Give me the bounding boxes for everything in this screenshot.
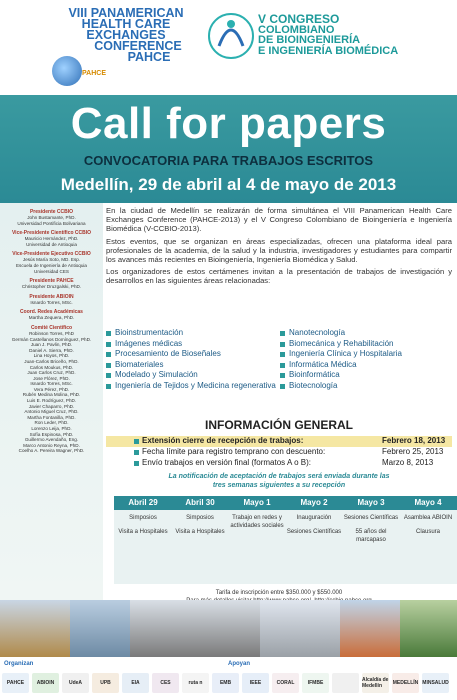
topic-area: Modelado y Simulación xyxy=(106,370,276,381)
schedule-activity: Visita a Hospitales xyxy=(175,529,225,535)
committee-member: Juan J. Pavlin, PhD. xyxy=(30,342,73,348)
photo-plaza xyxy=(260,600,340,657)
schedule-day-header: Mayo 3 xyxy=(342,496,400,510)
committee-member: Juan Carlos Cruz, PhD. xyxy=(27,370,76,376)
schedule-activity: Asamblea ABIOIN xyxy=(403,515,453,521)
schedule-day-header: Mayo 1 xyxy=(228,496,286,510)
committee-member: Universidad Pontificia Bolivariana xyxy=(17,220,86,226)
photo-garden xyxy=(400,600,457,657)
sponsor-logo: EIA xyxy=(122,673,149,693)
sponsor-logo: MINSALUD xyxy=(422,673,449,693)
committee-member: Daniel A. Sierra, PhD. xyxy=(29,347,74,353)
globe-icon xyxy=(52,56,82,86)
committee-block xyxy=(0,294,103,306)
sponsor-logo: MEDELLÍN xyxy=(392,673,419,693)
committee-member: Isnardo Torres, MSc. xyxy=(30,299,73,305)
sponsor-logo: CORAL xyxy=(272,673,299,693)
schedule-day xyxy=(285,496,343,584)
ccbio-title-line: COLOMBIANO xyxy=(258,23,335,36)
subheadline: CONVOCATORIA PARA TRABAJOS ESCRITOS xyxy=(83,153,374,168)
committee-member: Antonio Miguel Cruz, PhD. xyxy=(24,409,79,415)
schedule-day-header: Abril 30 xyxy=(171,496,229,510)
topic-area: Biotecnología xyxy=(280,381,450,392)
committee-member: Ron Leder, PhD. xyxy=(34,420,69,426)
topic-area: Nanotecnología xyxy=(280,328,450,339)
ccbio-title-line: E INGENIERÍA BIOMÉDICA xyxy=(258,44,399,57)
deadline-value: Febrero 18, 2013 xyxy=(382,436,446,445)
topic-area: Bioinformática xyxy=(280,370,450,381)
bullet-icon xyxy=(134,439,139,444)
schedule-day-body xyxy=(285,510,343,584)
sponsors-label: Apoyan xyxy=(228,661,251,667)
committee-member: Coelho A. Pereira Wagner, PhD. xyxy=(18,448,85,454)
notice-line: tres semanas siguientes a su recepción xyxy=(212,482,346,489)
deadline-label: Envío trabajos en versión final (formatos A o B): xyxy=(142,458,311,467)
headline-band xyxy=(0,95,457,203)
sponsor-logo xyxy=(332,673,359,693)
main-content xyxy=(106,206,452,600)
committee-member: John Bustamante, PhD. xyxy=(27,215,76,220)
deadline-value: Marzo 8, 2013 xyxy=(382,458,434,467)
committee-member: Juan-Carlos Briceño, PhD. xyxy=(24,358,79,364)
committee-role: Comité Científico xyxy=(30,324,73,331)
notice-line: La notificación de aceptación de trabajos será enviada durante las xyxy=(168,473,390,480)
schedule-day-body xyxy=(171,510,229,584)
topic-area: Ingeniería de Tejidos y Medicina regenerativa xyxy=(106,381,276,392)
committee-member: Rubén Medina Molina, PhD. xyxy=(22,392,81,398)
committee-role: Presidente ABIOIN xyxy=(29,293,74,300)
committee-member: Isnardo Torres, MSc. xyxy=(30,381,73,387)
committee-role: Vice-Presidente Científico CCBIO xyxy=(11,230,92,237)
committee-member: Sofía Espinosa, PhD. xyxy=(29,431,74,437)
ccbio-title xyxy=(258,14,448,56)
schedule-activity: Sesiones Científicas xyxy=(286,529,342,535)
committee-member: Martha Fontanilla, PhD. xyxy=(27,414,76,420)
committee-role: Coord. Redes Académicas xyxy=(20,309,83,316)
schedule-day xyxy=(342,496,400,584)
ccbio-title-line: V CONGRESO xyxy=(258,12,340,26)
topic-area: Imágenes médicas xyxy=(106,339,276,350)
event-dates: Medellín, 29 de abril al 4 de mayo de 2013 xyxy=(60,175,397,194)
sponsor-logo: PAHCE xyxy=(2,673,29,693)
deadline-row xyxy=(106,458,452,469)
topic-area: Bioinstrumentación xyxy=(106,328,276,339)
ccbio-title-line: DE BIOINGENIERÍA xyxy=(258,34,361,46)
sponsor-logo: IFMBE xyxy=(302,673,329,693)
deadline-label: Extensión cierre de recepción de trabajos: xyxy=(142,436,304,445)
fee-line: Tarifa de inscripción entre $350.000 y $550.000 xyxy=(215,590,343,596)
committee-member: Carlos Moukus, PhD. xyxy=(29,364,74,370)
sponsor-logo: ABIOIN xyxy=(32,673,59,693)
schedule-day-body xyxy=(114,510,172,584)
schedule-day-header: Mayo 4 xyxy=(399,496,457,510)
schedule-day-body xyxy=(399,510,457,584)
schedule-activity: Simposios xyxy=(129,515,157,521)
deadline-row xyxy=(106,436,452,447)
sponsor-logo: ruta n xyxy=(182,673,209,693)
intro-paragraph: Los organizadores de estos certámenes invitan a la presentación de trabajos de investigación y desarrollos en las siguientes áreas relacionadas: xyxy=(106,267,452,286)
footer-logos xyxy=(0,657,457,700)
info-title: INFORMACIÓN GENERAL xyxy=(205,418,353,432)
pahce-title-line: HEALTH CARE xyxy=(81,17,171,31)
committee-block xyxy=(0,325,103,454)
schedule-day xyxy=(399,496,457,584)
topic-column-left xyxy=(106,328,276,392)
deadline-value: Febrero 25, 2013 xyxy=(382,447,444,456)
committee-block xyxy=(0,251,103,274)
organizers-label: Organizan xyxy=(4,661,34,667)
schedule-day-body xyxy=(228,510,286,584)
intro-paragraph: Estos eventos, que se organizan en áreas especializadas, ofrecen una plataforma ideal para profesionales de la academia, de la salud y la industria, investigadores y estudiantes para compartir los avances más recientes en Bioingeniería, Ingeniería Biomédica y Salud. xyxy=(106,236,452,265)
schedule-day xyxy=(171,496,229,584)
acceptance-notice xyxy=(106,472,452,490)
committee-block xyxy=(0,209,103,226)
photo-library xyxy=(130,600,260,657)
committee-member: Lina Hoyos, PhD. xyxy=(33,353,70,359)
sponsor-logo: UdeA xyxy=(62,673,89,693)
topic-area: Informática Médica xyxy=(280,360,450,371)
pahce-logo: PAHCE xyxy=(82,70,106,77)
photo-building xyxy=(70,600,130,657)
committee-member: Javier Chaparro, PhD. xyxy=(28,403,75,409)
sponsor-logo: UPB xyxy=(92,673,119,693)
schedule-activity: 55 años del marcapaso xyxy=(355,529,387,543)
schedule-day-header: Abril 29 xyxy=(114,496,172,510)
pahce-title-line: PAHCE xyxy=(127,50,171,64)
schedule-table xyxy=(114,496,456,584)
photo-brick-building xyxy=(340,600,400,657)
committee-member: Universidad de Antioquia xyxy=(26,241,77,247)
sponsor-logo: CES xyxy=(152,673,179,693)
pahce-title-line: CONFERENCE xyxy=(94,39,182,53)
schedule-activity: Visita a Hospitales xyxy=(118,529,168,535)
committee-member: Vera Pérez, PhD. xyxy=(33,386,70,392)
committee-member: Germán Castellanos Domínguez, PhD. xyxy=(11,336,92,342)
committee-member: Jesús María Soto, MD. Esp. xyxy=(22,257,81,263)
committee-member: Martha Zequera, PhD. xyxy=(28,315,75,321)
deadline-label: Fecha límite para registro temprano con descuento: xyxy=(142,447,326,456)
schedule-day-header: Mayo 2 xyxy=(285,496,343,510)
ccbio-logo-icon xyxy=(205,6,257,66)
headline: Call for papers xyxy=(70,99,387,148)
schedule-activity: Sesiones Científicas xyxy=(343,515,399,521)
header xyxy=(0,0,457,95)
committee-member: Lorenzo Leija, PhD. xyxy=(31,426,72,432)
committee-block xyxy=(0,278,103,290)
committee-block xyxy=(0,309,103,321)
committee-role: Vice-Presidente Ejecutivo CCBIO xyxy=(12,251,91,258)
schedule-activity: Trabajo en redes y actividades sociales xyxy=(230,515,284,529)
committee-sidebar xyxy=(0,203,103,600)
committee-member: Luis E. Rodríguez, PhD. xyxy=(26,398,77,404)
sponsor-logo: EMB xyxy=(212,673,239,693)
topic-area: Biomecánica y Rehabilitación xyxy=(280,339,450,350)
topic-area: Procesamiento de Bioseñales xyxy=(106,349,276,360)
bullet-icon xyxy=(134,450,139,455)
sponsor-logo: Alcaldía de Medellín xyxy=(362,673,389,693)
schedule-day xyxy=(228,496,286,584)
committee-member: Escuela de Ingeniería de Antioquia xyxy=(15,262,87,268)
committee-member: Christopher Druzgalski, PhD. xyxy=(21,284,82,290)
pahce-title-line: EXCHANGES xyxy=(86,28,166,42)
committee-member: Universidad CES xyxy=(34,268,69,274)
topic-area: Ingeniería Clínica y Hospitalaria xyxy=(280,349,450,360)
city-photo-strip xyxy=(0,600,457,657)
committee-member: Marco Antonio Reyna, PhD. xyxy=(23,442,80,448)
committee-member: Mauricio Hernández, PhD. xyxy=(24,236,79,242)
pahce-title-line: VIII PANAMERICAN xyxy=(68,6,184,20)
schedule-day-body xyxy=(342,510,400,584)
bullet-icon xyxy=(134,461,139,466)
schedule-day xyxy=(114,496,172,584)
topic-column-right xyxy=(280,328,450,392)
pahce-title xyxy=(56,8,196,63)
intro-paragraph: En la ciudad de Medellín se realizarán de forma simultánea el VIII Panamerican Health Care Exchanges Conference (PAHCE-2013) y el V Congreso Colombiano de Bioingeniería e Ingeniería Biomédica (V-CCBIO-2013). xyxy=(106,206,452,234)
schedule-activity: Simposios xyxy=(186,515,214,521)
committee-member: Jose Flórez, PhD. xyxy=(33,375,70,381)
committee-role: Presidente CCBIO xyxy=(29,209,74,215)
photo-sculpture xyxy=(0,600,70,657)
committee-role: Presidente PAHCE xyxy=(29,278,74,285)
deadline-row xyxy=(106,447,452,458)
schedule-activity: Clausura xyxy=(415,529,440,535)
committee-block xyxy=(0,230,103,247)
topic-area: Biomateriales xyxy=(106,360,276,371)
committee-member: Robinson Torres, PhD xyxy=(29,330,74,336)
committee-member: Guillermo Avendaño, Eng. xyxy=(24,437,79,443)
sponsor-logo: IEEE xyxy=(242,673,269,693)
schedule-activity: Inauguración xyxy=(296,515,332,521)
